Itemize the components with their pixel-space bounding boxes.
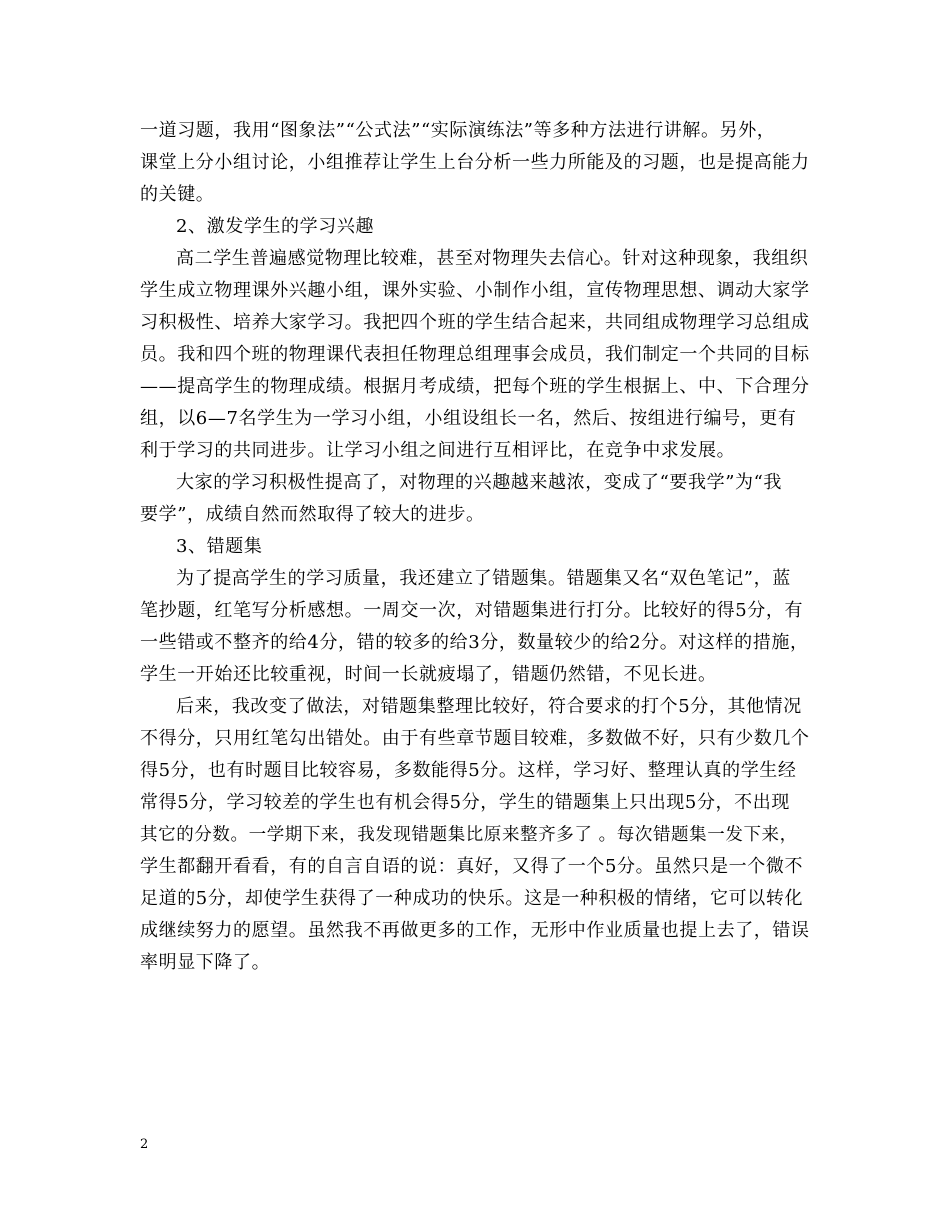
text-line: 足道的5分，却使学生获得了一种成功的快乐。这是一种积极的情绪，它可以转化	[140, 888, 804, 909]
text-line: 要学”，成绩自然而然取得了较大的进步。	[140, 504, 485, 525]
text-line: 不得分，只用红笔勾出错处。由于有些章节题目较难，多数做不好，只有少数几个	[140, 728, 810, 749]
text-line: 率明显下降了。	[140, 952, 271, 973]
document-body	[140, 115, 815, 979]
text-line: 课堂上分小组讨论，小组推荐让学生上台分析一些力所能及的习题，也是提高能力	[140, 152, 810, 173]
text-line: 一些错或不整齐的给4分，错的较多的给3分，数量较少的给2分。对这样的措施，	[140, 632, 809, 653]
text-line: 一道习题，我用“图象法”“公式法”“实际演练法”等多种方法进行讲解。另外，	[140, 120, 776, 141]
text-line: 学生成立物理课外兴趣小组，课外实验、小制作小组，宣传物理思想、调动大家学	[140, 280, 810, 301]
text-line: ——提高学生的物理成绩。根据月考成绩，把每个班的学生根据上、中、下合理分	[140, 376, 810, 397]
section-heading: 3、错题集	[176, 536, 263, 557]
text-line: 大家的学习积极性提高了，对物理的兴趣越来越浓，变成了“要我学”为“我	[176, 472, 783, 493]
text-line: 常得5分，学习较差的学生也有机会得5分，学生的错题集上只出现5分，不出现	[140, 792, 790, 813]
text-line: 员。我和四个班的物理课代表担任物理总组理事会成员，我们制定一个共同的目标	[140, 344, 810, 365]
text-line: 习积极性、培养大家学习。我把四个班的学生结合起来，共同组成物理学习总组成	[140, 312, 810, 333]
text-line: 利于学习的共同进步。让学习小组之间进行互相评比，在竞争中求发展。	[140, 440, 736, 461]
text-line: 成继续努力的愿望。虽然我不再做更多的工作，无形中作业质量也提上去了，错误	[140, 920, 810, 941]
text-line: 组，以6—7名学生为一学习小组，小组设组长一名，然后、按组进行编号，更有	[140, 408, 797, 429]
section-heading: 2、激发学生的学习兴趣	[176, 216, 375, 237]
text-line: 学生都翻开看看，有的自言自语的说：真好，又得了一个5分。虽然只是一个微不	[140, 856, 804, 877]
text-line: 为了提高学生的学习质量，我还建立了错题集。错题集又名“双色笔记”，蓝	[176, 568, 791, 589]
text-line: 后来，我改变了做法，对错题集整理比较好，符合要求的打个5分，其他情况	[176, 696, 802, 717]
page-number: 2	[140, 1137, 149, 1152]
text-line: 其它的分数。一学期下来，我发现错题集比原来整齐多了 。每次错题集一发下来，	[140, 825, 798, 845]
text-line: 的关键。	[140, 184, 215, 205]
text-line: 笔抄题，红笔写分析感想。一周交一次，对错题集进行打分。比较好的得5分，有	[140, 600, 804, 621]
text-line: 得5分，也有时题目比较容易，多数能得5分。这样，学习好、整理认真的学生经	[140, 760, 797, 781]
text-line: 学生一开始还比较重视，时间一长就疲塌了，错题仍然错，不见长进。	[140, 664, 717, 685]
text-line: 高二学生普遍感觉物理比较难，甚至对物理失去信心。针对这种现象，我组织	[176, 248, 809, 269]
